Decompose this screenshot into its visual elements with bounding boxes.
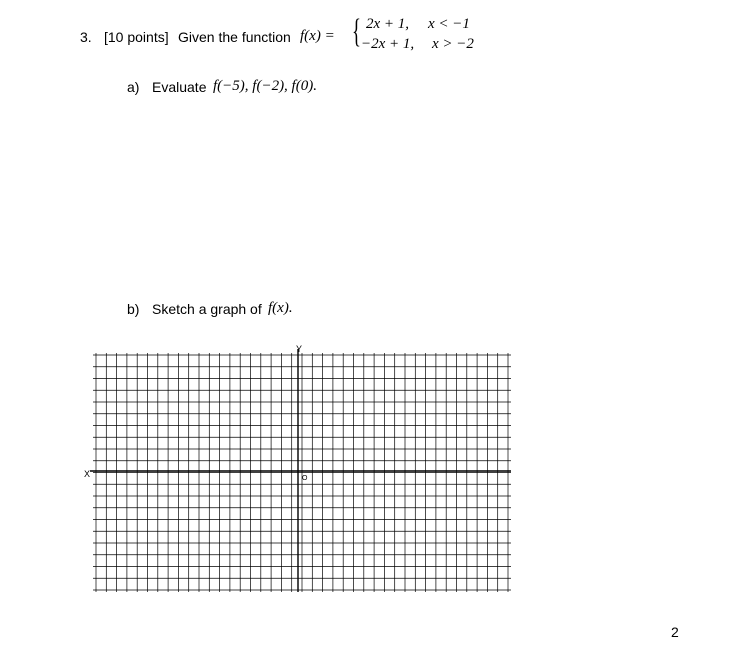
origin-label: O bbox=[302, 475, 308, 482]
problem-lead-text: Given the function bbox=[178, 29, 291, 45]
part-a-text: Evaluate bbox=[152, 79, 207, 95]
part-b-math: f(x). bbox=[268, 300, 293, 316]
function-lhs: f(x) = bbox=[300, 28, 335, 44]
x-axis-label: X bbox=[84, 469, 91, 479]
case-1-expression: 2x + 1, bbox=[366, 16, 410, 32]
part-b-label: b) bbox=[127, 301, 140, 317]
y-axis-label: Y bbox=[296, 344, 303, 354]
case-1-condition: x < −1 bbox=[428, 16, 470, 32]
problem-number: 3. bbox=[80, 29, 92, 45]
grid-lines bbox=[90, 349, 511, 592]
part-b-text: Sketch a graph of bbox=[152, 301, 262, 317]
piecewise-brace: { bbox=[352, 13, 361, 50]
part-a-math: f(−5), f(−2), f(0). bbox=[213, 78, 317, 94]
part-a-label: a) bbox=[127, 79, 140, 95]
problem-points: [10 points] bbox=[104, 29, 169, 45]
case-2-expression: −2x + 1, bbox=[361, 36, 415, 52]
page-number: 2 bbox=[671, 624, 679, 640]
case-2-condition: x > −2 bbox=[432, 36, 474, 52]
